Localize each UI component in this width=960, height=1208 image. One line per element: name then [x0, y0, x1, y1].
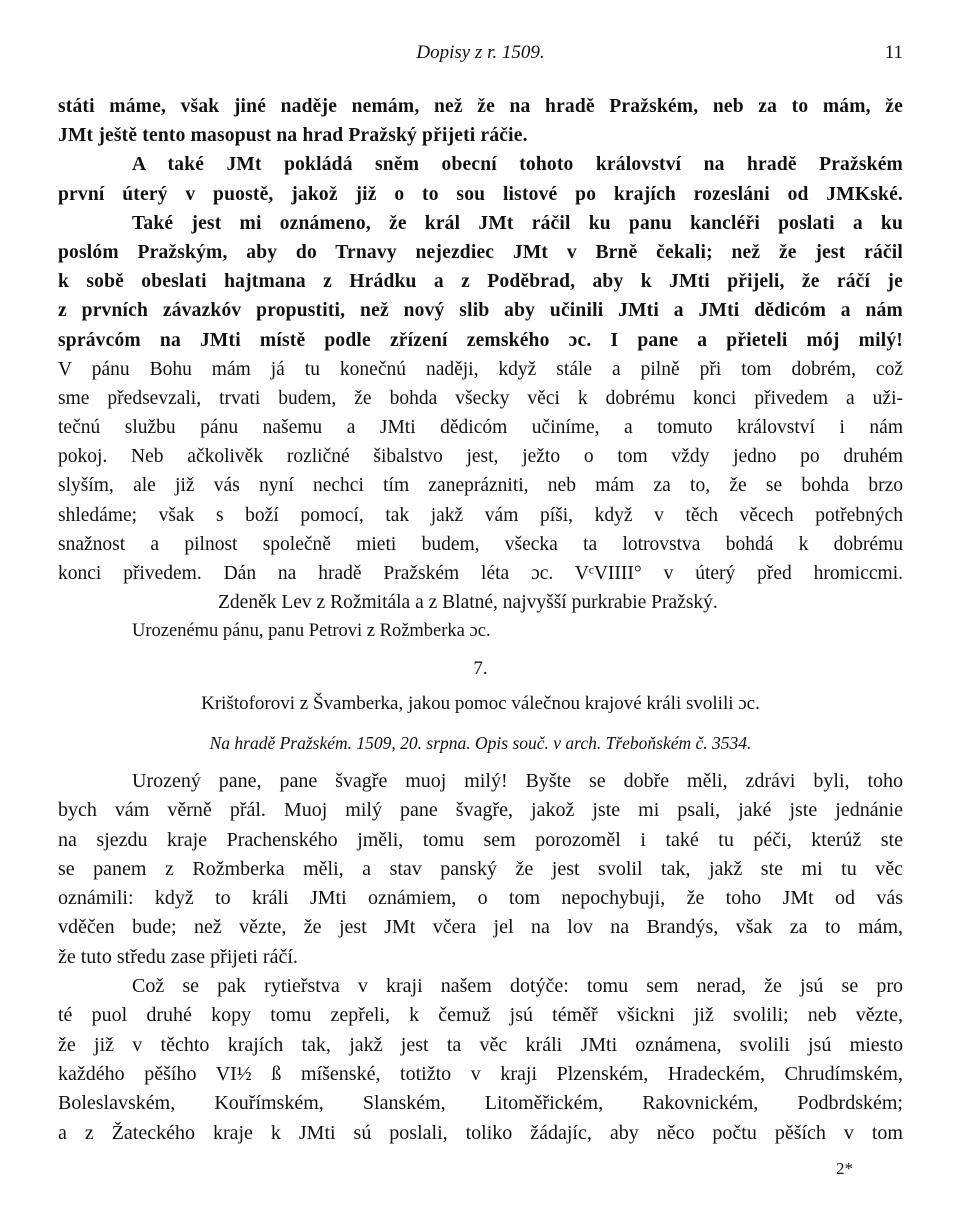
text-line: k sobě obeslati hajtmana z Hrádku a z Poděbrad, aby k JMti přijeli, že ráčí je: [58, 271, 903, 293]
text-line: první úterý v puostě, jakož již o to sou listové po krajích rozesláni od JMKské.: [58, 183, 903, 205]
text-line: bych vám věrně přál. Muoj milý pane švagře, jakož jste mi psali, jaké jste jednánie: [58, 799, 903, 822]
text-line: slyším, ale již vás nyní nechci tím zaneprázniti, neb mám za to, že se bohda brzo: [58, 475, 903, 497]
text-line: snažnost a pilnost společně mieti budem, všecka ta lotrovstva bohdá k dobrému: [58, 533, 903, 555]
text-line: že již v těchto krajích tak, jakž jest ta věc králi JMti oznámena, svolili jsú miesto: [58, 1033, 903, 1056]
text-line: státi máme, však jiné naděje nemám, než že na hradě Pražském, neb za to mám, že: [58, 96, 903, 117]
page: [58, 0, 903, 1208]
text-line: Urozený pane, pane švagře muoj milý! Byšte se dobře měli, zdrávi byli, toho: [132, 770, 903, 792]
text-line: z prvních závazkóv propustiti, než nový slib aby učinili JMti a JMti dědicóm a nám: [58, 300, 903, 322]
text-line: Také jest mi oznámeno, že král JMt ráčil ku panu kancléři poslati a ku: [132, 212, 903, 234]
running-header: [58, 42, 903, 68]
section-number: 7.: [473, 658, 488, 679]
document-title: Krištoforovi z Švamberka, jakou pomoc válečnou krajové králi svolili ɔc.: [201, 693, 760, 714]
previous-letter-text: [58, 92, 903, 647]
text-line: konci přivedem. Dán na hradě Pražském léta ɔc. VᶜVIIII° v úterý před hromiccmi.: [58, 563, 903, 584]
text-line: té puol druhé kopy tomu zepřeli, k čemuž jsú téměř všickni již svolili; neb vězte,: [58, 1004, 903, 1027]
letter-text: [58, 767, 903, 1148]
text-line: vděčen bude; než vězte, že jest JMt včera jel na lov na Brandýs, však za to mám,: [58, 916, 903, 939]
text-line: na sjezdu kraje Prachenského jměli, tomu sem porozoměl i také tu péči, kterúž ste: [58, 828, 903, 851]
text-line: JMt ještě tento masopust na hrad Pražský přijeti ráčie.: [58, 125, 528, 147]
address: Urozenému pánu, panu Petrovi z Rožmberka ɔc.: [132, 621, 491, 642]
text-line: se panem z Rožmberka měli, a stav panský že jest svolil tak, jakž ste mi tu věc: [58, 857, 903, 880]
text-line: Což se pak rytieřstva v kraji našem dotýče: tomu sem nerad, že jsú se pro: [132, 975, 903, 998]
text-line: A také JMt pokládá sněm obecní tohoto království na hradě Pražském: [132, 154, 903, 176]
text-line: pokoj. Neb ačkolivěk rozličné šibalstvo jest, ježto o tom vždy jedno po druhém: [58, 446, 903, 468]
text-line: správcóm na JMti místě podle zřízení zemského ɔc. I pane a přieteli mój milý!: [58, 329, 903, 351]
text-line: že tuto středu zase přijeti ráčí.: [58, 945, 298, 968]
text-line: poslóm Pražským, aby do Trnavy nejezdiec JMt v Brně čekali; než že jest ráčil: [58, 241, 903, 263]
signature: Zdeněk Lev z Rožmitála a z Blatné, najvyšší purkrabie Pražský.: [218, 592, 718, 614]
text-line: tečnú službu pánu našemu a JMti dědicóm učiníme, a tomuto království i nám: [58, 417, 903, 439]
document-source: Na hradě Pražském. 1509, 20. srpna. Opis souč. v arch. Třeboňském č. 3534.: [209, 733, 752, 753]
page-number: 11: [884, 42, 903, 63]
text-line: sme předsevzali, trvati budem, že bohda všecky věci k dobrému konci přivedem a uži-: [58, 387, 903, 409]
text-line: každého pěšího VI½ ß míšenské, totižto v kraji Plzenském, Hradeckém, Chrudímském,: [58, 1062, 903, 1085]
text-line: shledáme; však s boží pomocí, tak jakž vám píši, když v těch věcech potřebných: [58, 504, 903, 526]
text-line: V pánu Bohu mám já tu konečnú naději, když stále a pilně při tom dobrém, což: [58, 358, 903, 380]
signature-mark: 2*: [836, 1159, 853, 1178]
text-line: Boleslavském, Kouřímském, Slanském, Litoměřickém, Rakovnickém, Podbrdském;: [58, 1092, 903, 1115]
running-title: Dopisy z r. 1509.: [416, 42, 545, 63]
text-line: oznámili: když to králi JMti oznámiem, o tom nepochybuji, že toho JMt od vás: [58, 887, 903, 910]
text-line: a z Žateckého kraje k JMti sú poslali, toliko žádajíc, aby něco počtu pěších v tom: [58, 1121, 903, 1144]
